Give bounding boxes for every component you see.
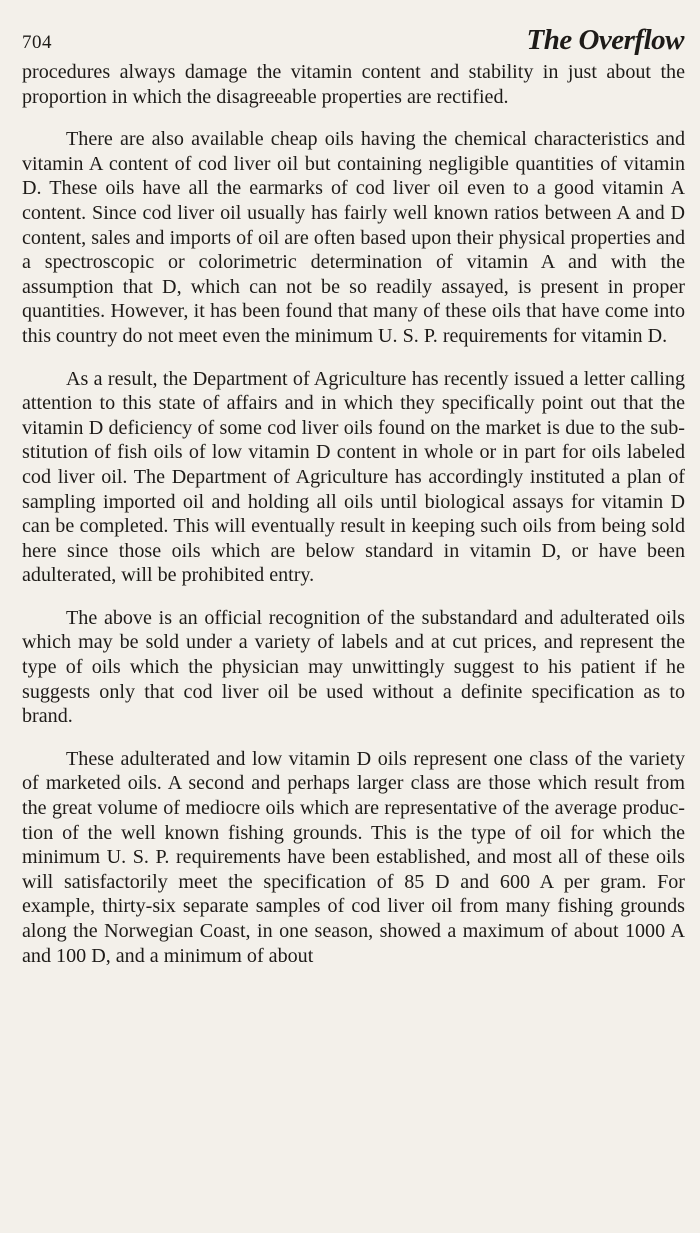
paragraph-1: procedures always damage the vitamin content and stability in just about the proportion in which the disagreeable properties are rectified. xyxy=(22,61,685,108)
paragraph-3: As a result, the Department of Agriculture has recently issued a letter calling attention to this state of affairs and in which they specifically point out that the vitamin D deficiency of some cod liver oils found on the market is due to the substitution of fish oils of low vitamin D content in whole or in part for oils labeled cod liver oil. The Department of Agriculture has accordingly instituted a plan of sampling imported oil and holding all oils until biological assays for vitamin D can be completed. This will eventually result in keeping such oils from being sold here since those oils which are below standard in vitamin D, or have been adulterated, will be prohibited entry. xyxy=(22,367,685,587)
paragraph-5: These adulterated and low vitamin D oils represent one class of the variety of marketed oils. A second and perhaps larger class are those which result from the great volume of mediocre oils which are representative of the average production of the well known fishing grounds. This is the type of oil for which the minimum U. S. P. requirements have been established, and most all of these oils will satisfactorily meet the specification of 85 D and 600 A per gram. For example, thirty-six separate samples of cod liver oil from many fishing grounds along the Norwegian Coast, in one season, showed a maximum of about 1000 A and 100 D, and a minimum of about xyxy=(22,747,685,967)
paragraph-2: There are also available cheap oils having the chemical characteristics and vitamin A content of cod liver oil but containing negligible quantities of vitamin D. These oils have all the earmarks of cod liver oil even to a good vitamin A content. Since cod liver oil usually has fairly well known ratios between A and D content, sales and imports of oil are often based upon their physical properties and a spectroscopic or colorimetric determination of vitamin A and with the assumption that D, which can not be so readily assayed, is present in proper quantities. However, it has been found that many of these oils that have come into this country do not meet even the minimum U. S. P. requirements for vitamin D. xyxy=(22,128,685,347)
page-number: 704 xyxy=(22,32,52,53)
journal-title: The Overflow xyxy=(526,24,684,56)
page-header xyxy=(22,24,684,60)
article-body xyxy=(22,60,685,968)
paragraph-4: The above is an official recognition of the substandard and adulterated oils which may be sold under a variety of labels and at cut prices, and represent the type of oils which the physician may unwittingly suggest to his patient if he suggests only that cod liver oil be used without a definite specification as to brand. xyxy=(22,606,685,728)
